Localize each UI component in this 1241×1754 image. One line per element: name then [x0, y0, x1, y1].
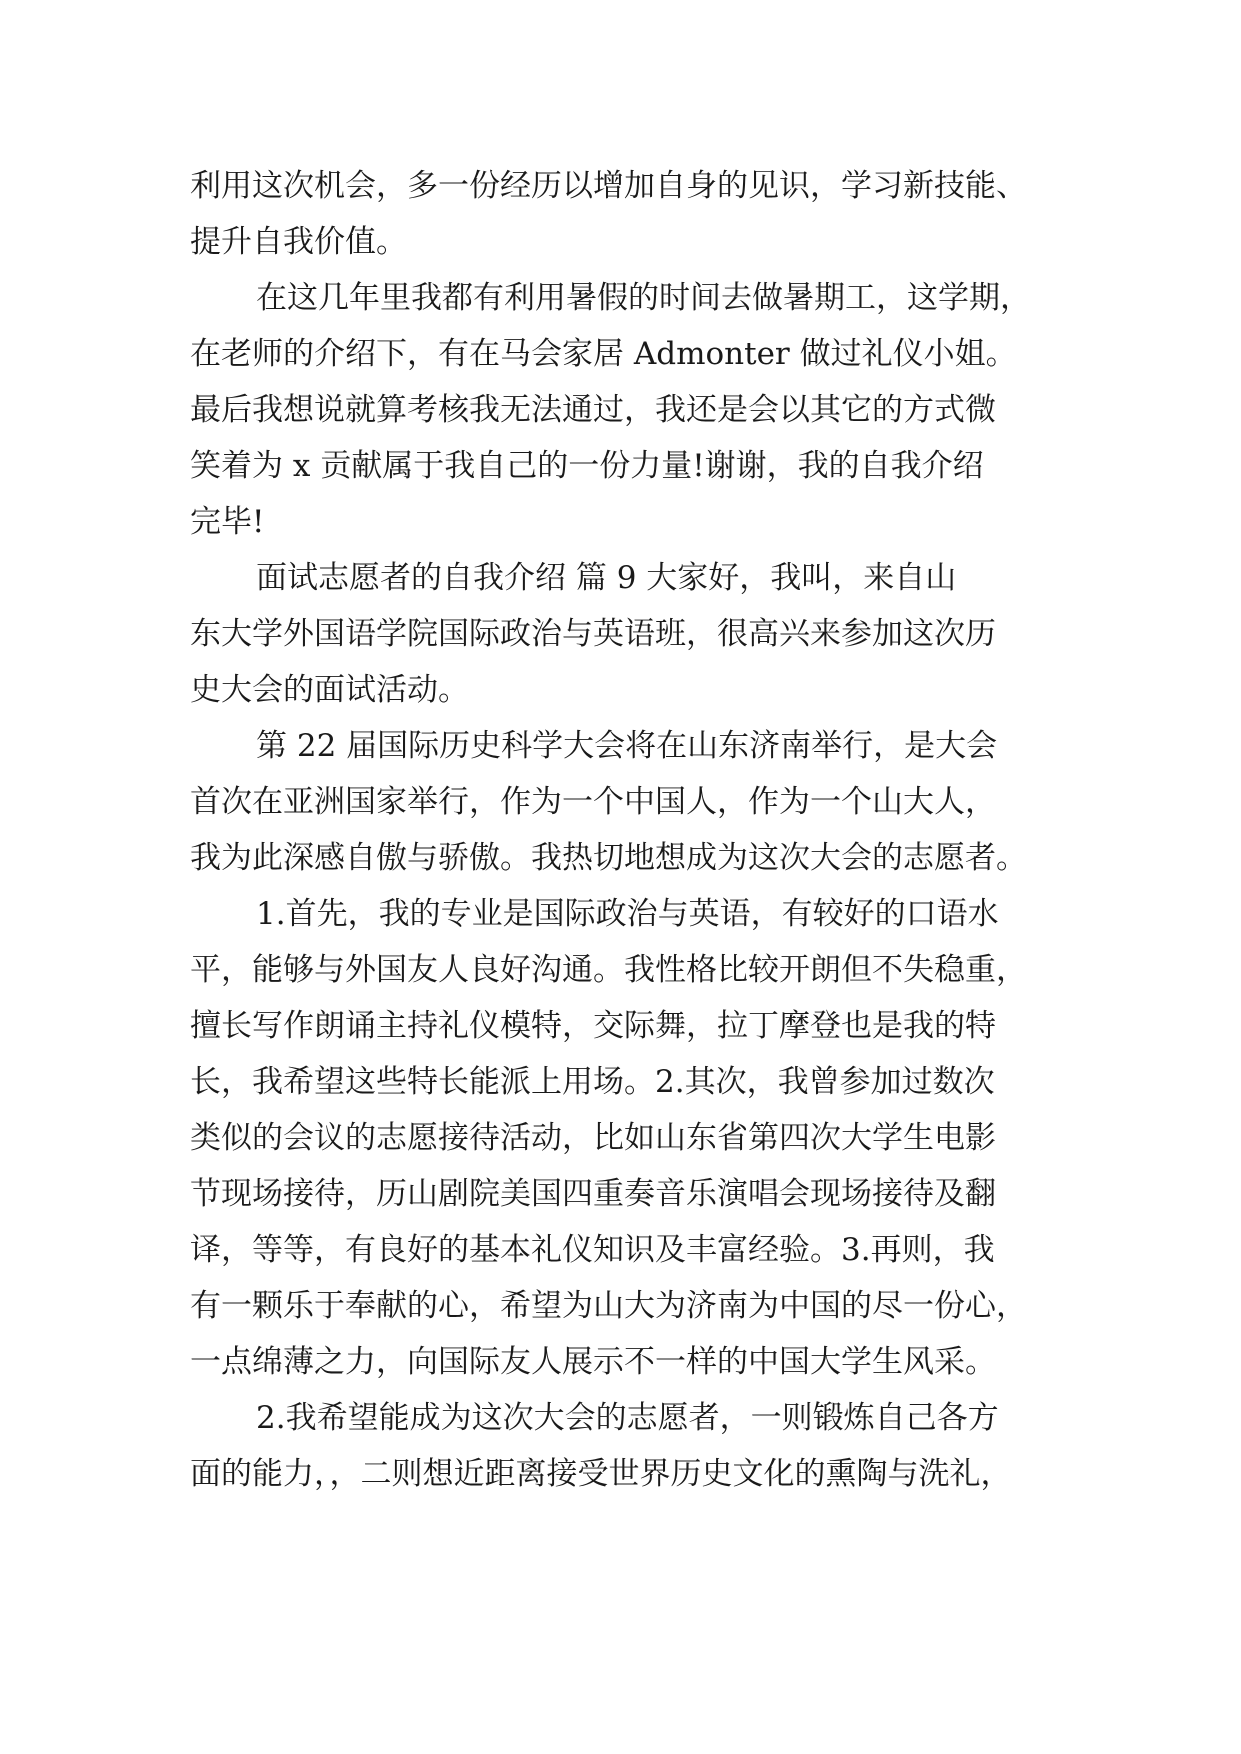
document-body-text: [190, 158, 1070, 1502]
text-line: 节现场接待，历山剧院美国四重奏音乐演唱会现场接待及翻: [190, 1176, 996, 1212]
text-line: 在老师的介绍下，有在马会家居 Admonter 做过礼仪小姐。: [190, 336, 1017, 372]
text-line: 译，等等，有良好的基本礼仪知识及丰富经验。3.再则，我: [190, 1232, 995, 1268]
text-line: 擅长写作朗诵主持礼仪模特，交际舞，拉丁摩登也是我的特: [190, 1008, 996, 1044]
text-line: 首次在亚洲国家举行，作为一个中国人，作为一个山大人，: [190, 784, 996, 820]
text-line: 提升自我价值。: [190, 224, 407, 260]
text-line: 长，我希望这些特长能派上用场。2.其次，我曾参加过数次: [190, 1064, 995, 1100]
text-line: 类似的会议的志愿接待活动，比如山东省第四次大学生电影: [190, 1120, 996, 1156]
text-line: 完毕!: [190, 504, 265, 540]
text-line: 我为此深感自傲与骄傲。我热切地想成为这次大会的志愿者。: [190, 840, 1027, 876]
text-line: 史大会的面试活动。: [190, 672, 469, 708]
text-line: 有一颗乐于奉献的心，希望为山大为济南为中国的尽一份心，: [190, 1288, 1027, 1324]
text-line: 一点绵薄之力，向国际友人展示不一样的中国大学生风采。: [190, 1344, 996, 1380]
text-line: 平，能够与外国友人良好沟通。我性格比较开朗但不失稳重，: [190, 952, 1027, 988]
text-line: 面的能力，，二则想近距离接受世界历史文化的熏陶与洗礼，: [190, 1456, 1012, 1492]
text-line: 第 22 届国际历史科学大会将在山东济南举行，是大会: [256, 728, 998, 764]
text-line: 2.我希望能成为这次大会的志愿者，一则锻炼自己各方: [256, 1400, 999, 1436]
text-line: 1.首先，我的专业是国际政治与英语，有较好的口语水: [256, 896, 999, 932]
text-line: 在这几年里我都有利用暑假的时间去做暑期工，这学期，: [256, 280, 1031, 316]
text-line: 东大学外国语学院国际政治与英语班，很高兴来参加这次历: [190, 616, 996, 652]
text-line: 面试志愿者的自我介绍 篇 9 大家好，我叫，来自山: [256, 560, 957, 596]
text-line: 笑着为 x 贡献属于我自己的一份力量!谢谢，我的自我介绍: [190, 448, 984, 484]
text-line: 利用这次机会，多一份经历以增加自身的见识，学习新技能、: [190, 168, 1027, 204]
text-line: 最后我想说就算考核我无法通过，我还是会以其它的方式微: [190, 392, 996, 428]
